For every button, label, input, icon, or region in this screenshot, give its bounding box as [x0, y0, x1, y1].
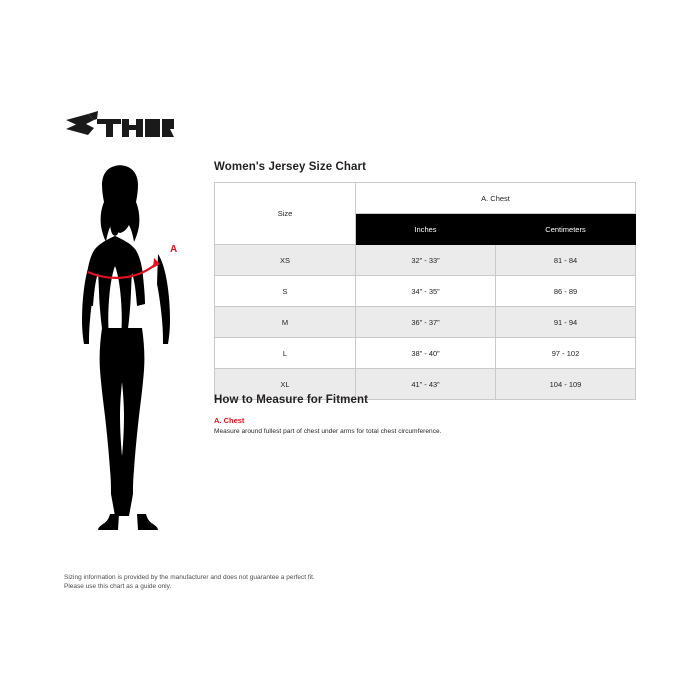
cell-size: S: [215, 276, 356, 307]
col-header-size: Size: [215, 183, 356, 245]
fitment-title: How to Measure for Fitment: [214, 394, 369, 406]
page-title: Women's Jersey Size Chart: [214, 161, 367, 173]
col-header-centimeters: Centimeters: [496, 214, 636, 245]
cell-size: L: [215, 338, 356, 369]
footer-line-1: Sizing information is provided by the manufacturer and does not guarantee a perfect fit.: [64, 574, 315, 581]
table-row: [215, 307, 636, 338]
table-row: [215, 338, 636, 369]
cell-inches: 38” - 40”: [356, 338, 496, 369]
cell-inches: 41” - 43”: [356, 369, 496, 400]
cell-size: XL: [215, 369, 356, 400]
cell-inches: 36” - 37”: [356, 307, 496, 338]
fitment-item-text: Measure around fullest part of chest under arms for total chest circumference.: [214, 428, 442, 435]
cell-centimeters: 91 - 94: [496, 307, 636, 338]
cell-centimeters: 97 - 102: [496, 338, 636, 369]
col-header-group-chest: A. Chest: [356, 183, 636, 214]
cell-size: XS: [215, 245, 356, 276]
table-row: [215, 245, 636, 276]
figure-marker-label: A: [170, 244, 178, 255]
cell-inches: 32” - 33”: [356, 245, 496, 276]
table-header-row: [215, 183, 636, 214]
thor-logo: [64, 110, 174, 140]
cell-centimeters: 81 - 84: [496, 245, 636, 276]
fitment-item-label: A. Chest: [214, 416, 245, 425]
woman-silhouette-figure: [58, 160, 198, 560]
cell-size: M: [215, 307, 356, 338]
cell-inches: 34” - 35”: [356, 276, 496, 307]
footer-line-2: Please use this chart as a guide only.: [64, 583, 172, 591]
footer-disclaimer: [64, 573, 315, 592]
col-header-inches: Inches: [356, 214, 496, 245]
cell-centimeters: 104 - 109: [496, 369, 636, 400]
size-chart-table: [214, 182, 636, 400]
cell-centimeters: 86 - 89: [496, 276, 636, 307]
table-row: [215, 276, 636, 307]
